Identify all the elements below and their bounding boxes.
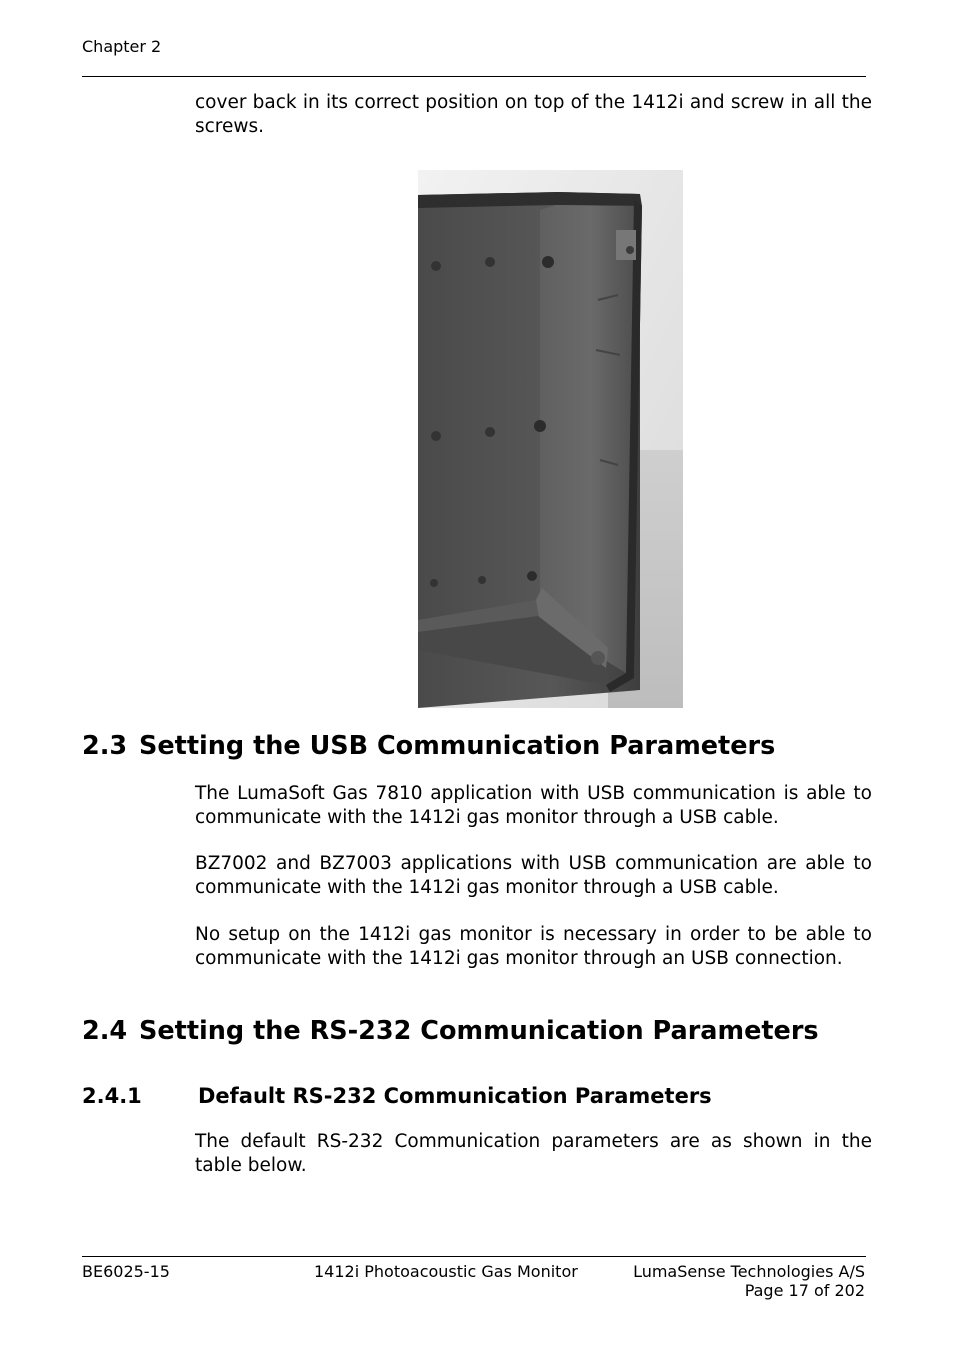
section-heading-2-4 — [82, 1016, 819, 1046]
section-heading-2-3 — [82, 731, 775, 761]
usb-paragraph-1: The LumaSoft Gas 7810 application with USB communication is able to communicate with the 1412i gas monitor through a USB cable. — [195, 783, 872, 828]
chapter-header: Chapter 2 — [82, 37, 162, 56]
subsection-title: Default RS-232 Communication Parameters — [198, 1084, 712, 1108]
section-title: Setting the USB Communication Parameters — [139, 731, 776, 761]
footer-doc-id: BE6025-15 — [82, 1262, 170, 1281]
intro-paragraph: cover back in its correct position on top of the 1412i and screw in all the screws. — [195, 92, 872, 137]
section-number: 2.3 — [82, 731, 128, 761]
section-title: Setting the RS-232 Communication Parameters — [139, 1016, 819, 1046]
footer-page-number: Page 17 of 202 — [744, 1281, 865, 1300]
enclosure-cover-photo — [418, 170, 683, 708]
footer-product: 1412i Photoacoustic Gas Monitor — [314, 1262, 578, 1281]
header-rule — [82, 76, 866, 77]
footer-rule — [82, 1256, 866, 1257]
usb-paragraph-2: BZ7002 and BZ7003 applications with USB communication are able to communicate with the 1412i gas monitor through a USB cable. — [195, 853, 872, 898]
usb-paragraph-3: No setup on the 1412i gas monitor is necessary in order to be able to communicate with the 1412i gas monitor through an USB connection. — [195, 924, 872, 969]
footer-company: LumaSense Technologies A/S — [633, 1262, 865, 1281]
subsection-heading-2-4-1 — [82, 1084, 712, 1108]
rs232-paragraph: The default RS-232 Communication parameters are as shown in the table below. — [195, 1131, 872, 1176]
section-number: 2.4 — [82, 1016, 128, 1046]
subsection-number: 2.4.1 — [82, 1084, 142, 1108]
